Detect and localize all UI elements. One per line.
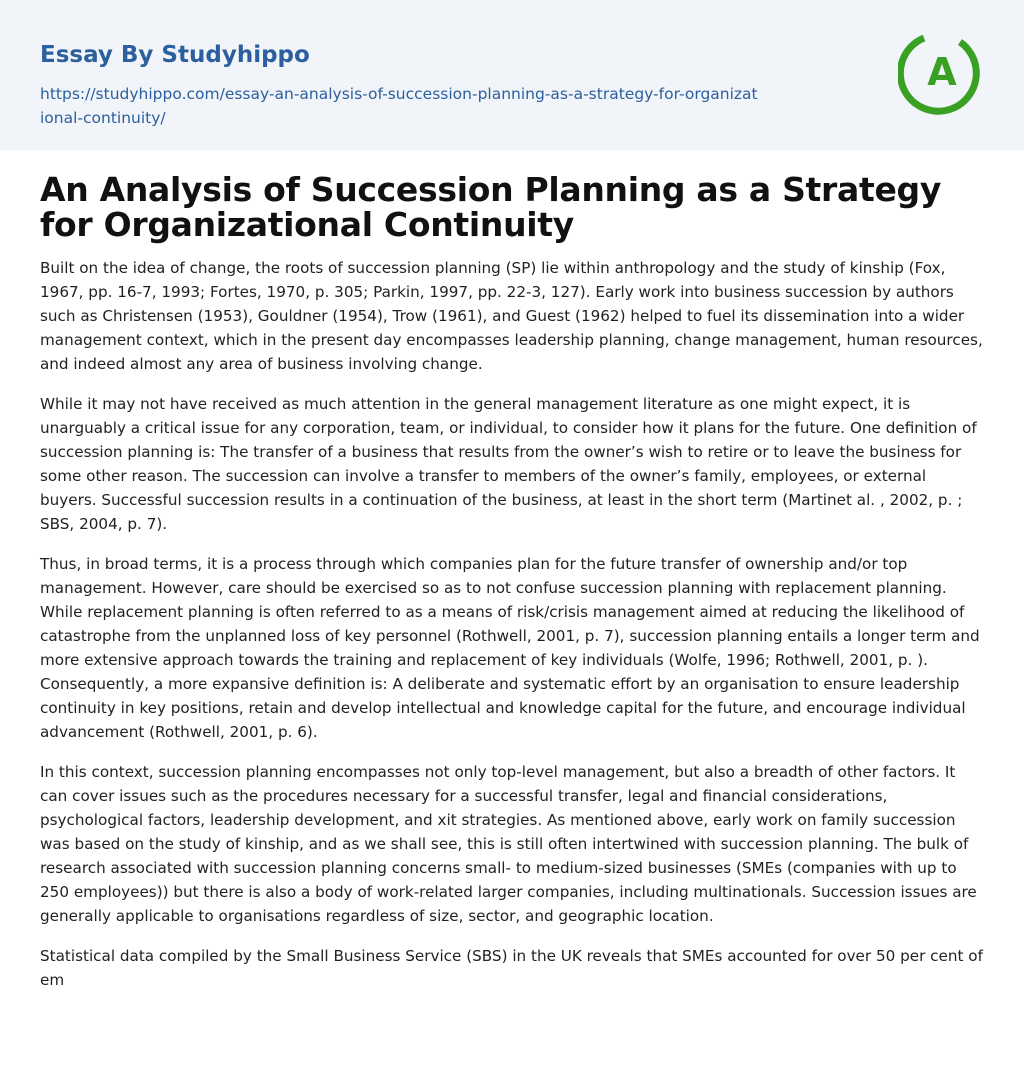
essay-paragraph: Statistical data compiled by the Small Business Service (SBS) in the UK reveals that SMEs accounted for over 50 per cent of em	[40, 947, 983, 989]
studyhippo-logo-icon[interactable]	[898, 28, 986, 116]
site-header	[0, 0, 1024, 150]
essay-paragraph: Thus, in broad terms, it is a process through which companies plan for the future transfer of ownership and/or top management. However, care should be exercised so as to not confuse succession planning with replacement planning. While replacement planning is often referred to as a means of risk/crisis management aimed at reducing the likelihood of catastrophe from the unplanned loss of key personnel (Rothwell, 2001, p. 7), succession planning entails a longer term and more extensive approach towards the training and replacement of key individuals (Wolfe, 1996; Rothwell, 2001, p. ). Consequently, a more expansive definition is: A deliberate and systematic effort by an organisation to ensure leadership continuity in key positions, retain and develop intellectual and knowledge capital for the future, and encourage individual advancement (Rothwell, 2001, p. 6).	[40, 555, 980, 741]
essay-content	[0, 172, 1024, 992]
brand-title[interactable]: Essay By Studyhippo	[40, 42, 310, 68]
essay-title: An Analysis of Succession Planning as a Strategy for Organizational Continuity	[40, 170, 942, 244]
essay-paragraph: Built on the idea of change, the roots of succession planning (SP) lie within anthropology and the study of kinship (Fox, 1967, pp. 16-7, 1993; Fortes, 1970, p. 305; Parkin, 1997, pp. 22-3, 127). Early work into business succession by authors such as Christensen (1953), Gouldner (1954), Trow (1961), and Guest (1962) helped to fuel its dissemination into a wider management context, which in the present day encompasses leadership planning, change management, human resources, and indeed almost any area of business involving change.	[40, 259, 983, 373]
essay-url-link[interactable]: https://studyhippo.com/essay-an-analysis-of-succession-planning-as-a-strategy-for-organizational-continuity/	[40, 85, 758, 127]
essay-paragraph: In this context, succession planning encompasses not only top-level management, but also a breadth of other factors. It can cover issues such as the procedures necessary for a successful transfer, legal and financial considerations, psychological factors, leadership development, and xit strategies. As mentioned above, early work on family succession was based on the study of kinship, and as we shall see, this is still often intertwined with succession planning. The bulk of research associated with succession planning concerns small- to medium-sized businesses (SMEs (companies with up to 250 employees)) but there is also a body of work-related larger companies, including multinationals. Succession issues are generally applicable to organisations regardless of size, sector, and geographic location.	[40, 763, 977, 925]
logo-letter: A	[927, 50, 957, 94]
essay-paragraph: While it may not have received as much attention in the general management literature as one might expect, it is unarguably a critical issue for any corporation, team, or individual, to consider how it plans for the future. One definition of succession planning is: The transfer of a business that results from the owner’s wish to retire or to leave the business for some other reason. The succession can involve a transfer to members of the owner’s family, employees, or external buyers. Successful succession results in a continuation of the business, at least in the short term (Martinet al. , 2002, p. ; SBS, 2004, p. 7).	[40, 395, 977, 533]
